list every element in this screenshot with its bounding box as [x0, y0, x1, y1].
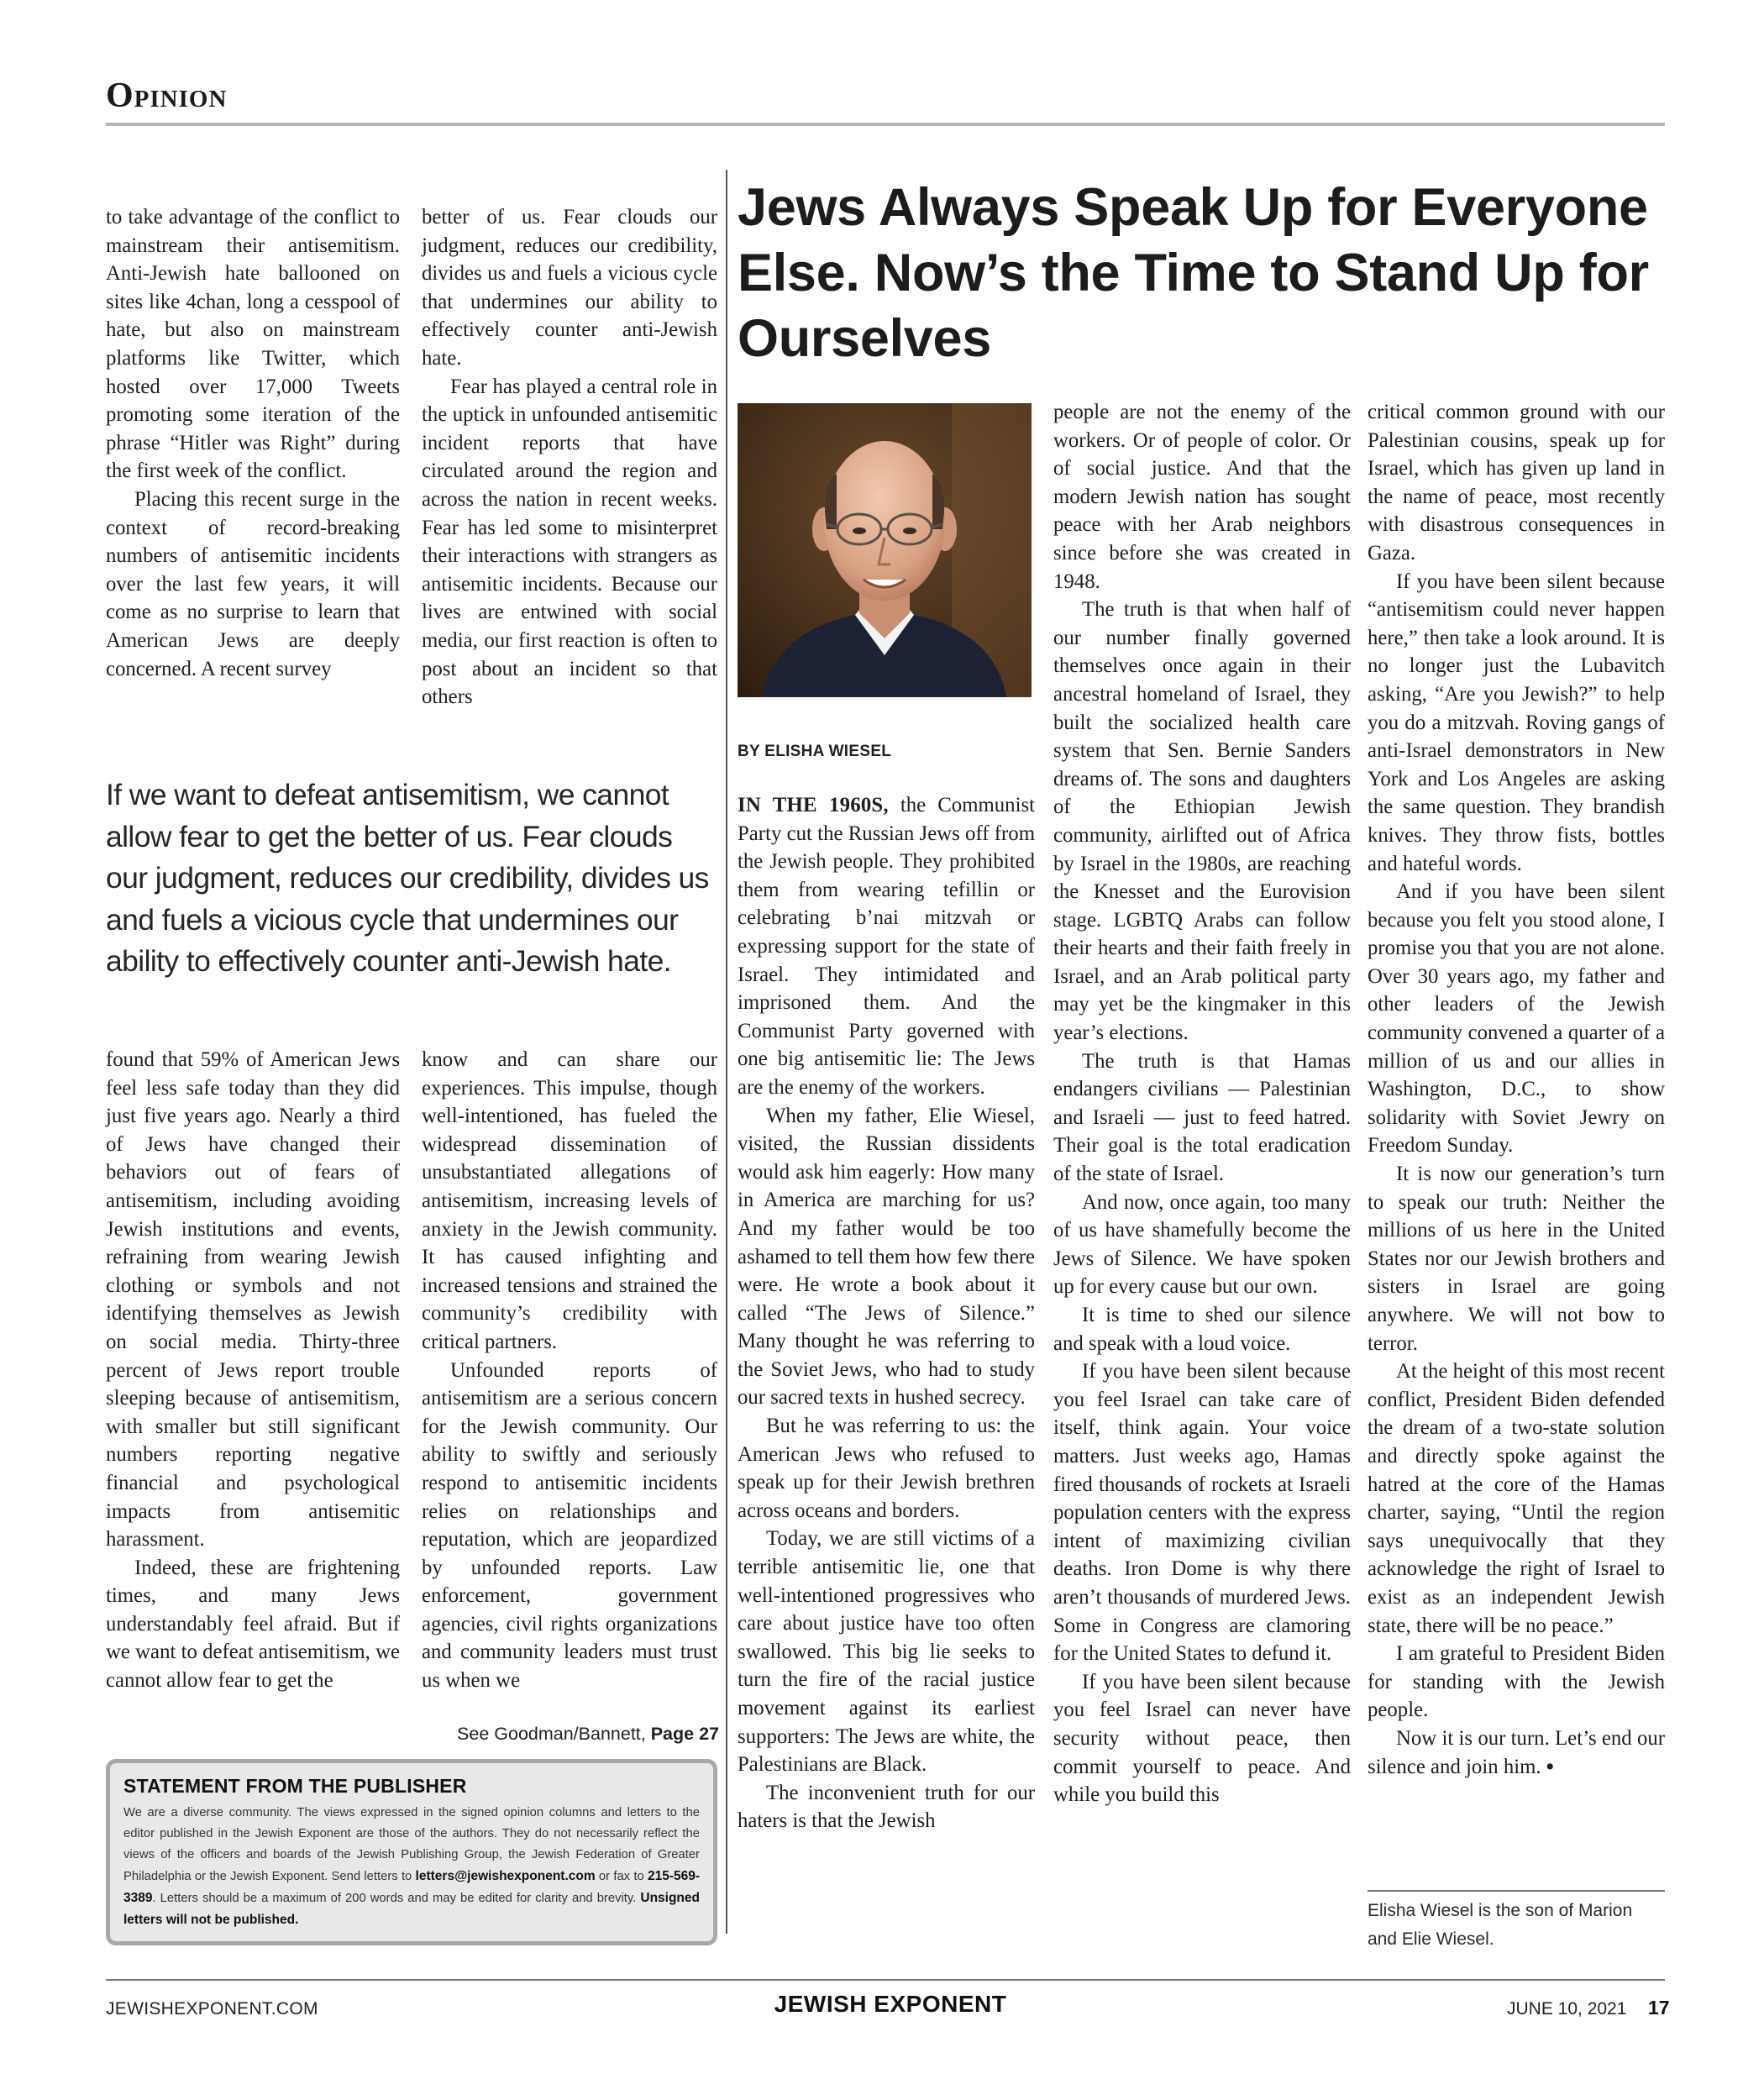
statement-text: We are a diverse community. The views expressed in the signed opinion columns and letters to the editor published in the Jewish Exponent are those of the authors. They do not necessarily reflect the views of the officers and boards of the Jewish Publishing Group, the Jewish Federation of Greater Philadelphia or the Jewish Exponent. Send letters to	[123, 1806, 700, 1883]
end-mark-icon: •	[1546, 1755, 1554, 1778]
paragraph: Placing this recent surge in the context of record-breaking numbers of antisemitic incidents over the last few years, it will come as no surprise to learn that American Jews are deeply concerned. A recent survey	[106, 487, 400, 680]
closing-paragraph	[1368, 1725, 1665, 1781]
paragraph: The truth is that Hamas endangers civilians — Palestinian and Israeli — just to feed hatred. Their goal is the total eradication of the state of Israel.	[1053, 1049, 1351, 1186]
statement-text: or fax to	[595, 1870, 648, 1883]
section-title: Opinion	[106, 76, 228, 115]
right-col2	[1053, 398, 1351, 1809]
paragraph: critical common ground with our Palestinian cousins, speak up for Israel, which has given up land in the name of peace, most recently with disastrous consequences in Gaza.	[1368, 401, 1665, 564]
header-rule	[106, 123, 1665, 126]
paragraph: The truth is that when half of our number finally governed themselves once again in their ancestral homeland of Israel, they built the socialized health care system that Sen. Bernie Sanders dreams of. The sons and daughters of the Ethiopian Jewish community, airlifted out of Africa by Israel in the 1980s, are reaching the Knesset and the Eurovision stage. LGBTQ Arabs can follow their hearts and their faith freely in Israel, and an Arab political party may yet be the kingmaker in this year’s elections.	[1053, 598, 1351, 1045]
paragraph: Indeed, these are frightening times, and many Jews understandably feel afraid. But if we want to defeat antisemitism, we cannot allow fear to get the	[106, 1556, 400, 1693]
paragraph: And now, once again, too many of us have shamefully become the Jews of Silence. We have spoken up for every cause but our own.	[1053, 1190, 1351, 1299]
paragraph: It is time to shed our silence and speak with a loud voice.	[1053, 1304, 1351, 1355]
lede-paragraph	[738, 791, 1035, 1102]
see-ref-text: See Goodman/Bannett,	[457, 1724, 651, 1744]
paragraph: Fear has played a central role in the uptick in unfounded antisemitic incident reports that have circulated around the region and across the nation in recent weeks. Fear has led some to misinterpret their interactions with strangers as antisemitic incidents. Because our lives are entwined with social media, our first reaction is often to post about an incident so that others	[422, 375, 717, 709]
byline: BY ELISHA WIESEL	[738, 743, 892, 760]
left-col1-top	[106, 203, 400, 683]
paragraph: The inconvenient truth for our haters is that the Jewish	[738, 1781, 1035, 1833]
statement-closing: Unsigned letters will not be published.	[123, 1891, 700, 1927]
paragraph: Today, we are still victims of a terrible antisemitic lie, one that well-intentioned progressives who care about justice have too often swallowed. This big lie seeks to turn the fire of the racial justice movement against its earliest supporters: The Jews are white, the Palestinians are Black.	[738, 1527, 1035, 1777]
article-headline: Jews Always Speak Up for Everyone Else. Now’s the Time to Stand Up for Ourselves	[738, 178, 1649, 368]
paragraph: And if you have been silent because you felt you stood alone, I promise you that you are not alone. Over 30 years ago, my father and other leaders of the Jewish community convened a quarter of a million of us and our allies in Washington, D.C., to show solidarity with Soviet Jewry on Freedom Sunday.	[1368, 880, 1665, 1158]
closing-text: Now it is our turn. Let’s end our silence and join him.	[1368, 1726, 1665, 1778]
page-number: 17	[1648, 1997, 1670, 2019]
paragraph: Unfounded reports of antisemitism are a serious concern for the Jewish community. Our ability to swiftly and seriously respond to antisemitic incidents relies on relationships and reputation, which are jeopardized by unfounded reports. Law enforcement, government agencies, civil rights organizations and community leaders must trust us when we	[422, 1358, 717, 1693]
author-note: Elisha Wiesel is the son of Marion and Elie Wiesel.	[1368, 1901, 1633, 1949]
see-ref-page: Page 27	[650, 1724, 719, 1744]
publisher-statement-title: STATEMENT FROM THE PUBLISHER	[123, 1775, 467, 1797]
lede-caps: IN THE 1960S,	[738, 794, 889, 816]
paragraph: I am grateful to President Biden for standing with the Jewish people.	[1368, 1642, 1665, 1722]
paragraph: people are not the enemy of the workers. Or of people of color. Or of social justice. And that the modern Jewish nation has sought peace with her Arab neighbors since before she was created in 1948.	[1053, 401, 1351, 593]
publisher-statement-box	[106, 1759, 717, 1945]
column-divider	[726, 170, 727, 1934]
author-note-rule	[1368, 1890, 1665, 1892]
paragraph: If you have been silent because “antisemitism could never happen here,” then take a look around. It is no longer just the Lubavitch asking, “Are you Jewish?” to help you do a mitzvah. Roving gangs of anti-Israel demonstrators in New York and Los Angeles are asking the same question. They brandish knives. They throw fists, bottles and hateful words.	[1368, 570, 1665, 875]
left-col2-top	[422, 203, 717, 711]
right-col1	[738, 791, 1035, 1835]
author-photo	[738, 403, 1032, 697]
footer-website[interactable]: JEWISHEXPONENT.COM	[106, 1999, 318, 2019]
paragraph: It is now our generation’s turn to speak our truth: Neither the millions of us here in the United States nor our Jewish brothers and sisters in Israel are going anywhere. We will not bow to terror.	[1368, 1163, 1665, 1355]
right-col3	[1368, 398, 1665, 1781]
continuation-reference[interactable]	[420, 1724, 719, 1745]
paragraph: When my father, Elie Wiesel, visited, the Russian dissidents would ask him eagerly: How many in America are marching for us? And my father would be too ashamed to tell them how few there were. He wrote a book about it called “The Jews of Silence.” Many thought he was referring to the Soviet Jews, who had to study our sacred texts in hushed secrecy.	[738, 1104, 1035, 1410]
paragraph: At the height of this most recent conflict, President Biden defended the dream of a two-state solution and directly spoke against the hatred at the core of the Hamas charter, saying, “Until the region says unequivocally that they acknowledge the right of Israel to exist as an independent Jewish state, there will be no peace.”	[1368, 1360, 1665, 1637]
left-col2-bottom	[422, 1046, 717, 1695]
paragraph: If you have been silent because you feel Israel can never have security without peace, then commit yourself to peace. And while you build this	[1053, 1670, 1351, 1807]
author-portrait-illustration	[738, 403, 1032, 697]
footer-publication: JEWISH EXPONENT	[774, 1991, 1007, 2017]
pull-quote: If we want to defeat antisemitism, we cannot allow fear to get the better of us. Fear clouds our judgment, reduces our credibility, divides us and fuels a vicious cycle that undermines our ability to effectively counter anti-Jewish hate.	[106, 778, 709, 979]
paragraph: If you have been silent because you feel Israel can take care of itself, think again. Your voice matters. Just weeks ago, Hamas fired thousands of rockets at Israeli population centers with the express intent of maximizing civilian deaths. Iron Dome is why there aren’t thousands of murdered Jews. Some in Congress are clamoring for the United States to defund it.	[1053, 1360, 1351, 1666]
paragraph: But he was referring to us: the American Jews who refused to speak up for their Jewish brethren across oceans and borders.	[738, 1415, 1035, 1522]
footer-rule	[106, 1979, 1665, 1981]
left-col1-bottom	[106, 1046, 400, 1695]
publisher-statement-body	[123, 1803, 700, 1931]
paragraph: better of us. Fear clouds our judgment, reduces our credibility, divides us and fuels a vicious cycle that undermines our ability to effectively counter anti-Jewish hate.	[422, 206, 717, 370]
lede-text: the Communist Party cut the Russian Jews off from the Jewish people. They prohibited them from wearing tefillin or celebrating b’nai mitzvah or expressing support for the state of Israel. They intimidated and imprisoned them. And the Communist Party governed with one big antisemitic lie: The Jews are the enemy of the workers.	[738, 794, 1035, 1099]
paragraph: found that 59% of American Jews feel less safe today than they did just five years ago. Nearly a third of Jews have changed their behaviors out of fears of antisemitism, including avoiding Jewish institutions and events, refraining from wearing Jewish clothing or symbols and not identifying themselves as Jewish on social media. Thirty-three percent of Jews report trouble sleeping because of antisemitism, with smaller but still significant numbers reporting negative financial and psychological impacts from antisemitic harassment.	[106, 1048, 400, 1551]
fax-number: 215-569-3389	[123, 1869, 700, 1905]
paragraph: know and can share our experiences. This impulse, though well-intentioned, has fueled the widespread dissemination of unsubstantiated allegations of antisemitism, increasing levels of anxiety in the Jewish community. It has caused infighting and increased tensions and strained the community’s credibility with critical partners.	[422, 1048, 717, 1353]
paragraph: to take advantage of the conflict to mainstream their antisemitism. Anti-Jewish hate ballooned on sites like 4chan, long a cesspool of hate, but also on mainstream platforms like Twitter, which hosted over 17,000 Tweets promoting some iteration of the phrase “Hitler was Right” during the first week of the conflict.	[106, 206, 400, 483]
footer-date: JUNE 10, 2021	[1507, 1999, 1627, 2019]
letters-email[interactable]: letters@jewishexponent.com	[415, 1869, 596, 1883]
statement-text: . Letters should be a maximum of 200 words and may be edited for clarity and brevity.	[152, 1892, 641, 1905]
